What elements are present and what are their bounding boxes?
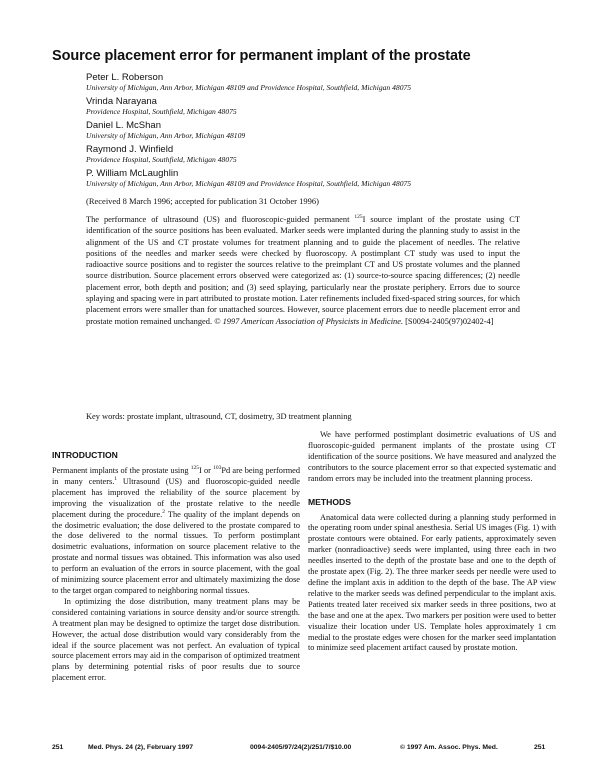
left-column xyxy=(52,450,300,684)
abstract-text: I source implant of the prostate using CT identification of the source positions has been evaluated. Marker seeds were implanted during the planning study to assist in the alignment of the US and CT prostate volumes for treatment planning and to guide the placement of needles. The relative positions of the needles and marker seeds were checked by fluoroscopy. A postimplant CT study was used to input the radioactive source positions and to register the sources relative to the preimplant CT and US prostate volumes and the planned source distribution. Source placement errors observed were categorized as: (1) source-to-source spacing differences; (2) needle placement error, both depth and position; and (3) seed splaying, particularly near the prostate periphery. Errors due to source splaying and spacing were in part attributed to prostate motion. Later refinements included fixed-spaced string sources, for which placement errors were smaller than for unattached sources. However, source placement errors due to needle placement error and prostate motion remained unchanged. xyxy=(86,215,520,326)
section-heading-methods: METHODS xyxy=(308,496,351,507)
author-affiliation: Providence Hospital, Southfield, Michigan 48075 xyxy=(86,155,237,164)
intro-paragraph: We have performed postimplant dosimetric evaluations of US and fluoroscopic-guided permanent implants of the prostate using CT identification of the source positions. We have measured and analyzed the contributors to the source placement error so that expected systematic and random errors may be included into the treatment planning process. xyxy=(308,430,556,483)
intro-paragraph: In optimizing the dose distribution, many treatment plans may be considered containing variations in source density and/or source strength. A treatment plan may be designed to optimize the target dose distribution. However, the actual dose distribution would vary considerably from the ideal if the source placement was not perfect. An evaluation of typical source placement errors may aid in the comparison of optimized treatment plans by determining potential risks of poor results due to source placement error. xyxy=(52,596,300,683)
abstract-doi: [S0094-2405(97)02402-4] xyxy=(403,316,494,326)
reference-marker[interactable]: 2 xyxy=(162,508,166,515)
body-text: Ultrasound (US) and fluoroscopic-guided needle placement has improved the reliability of the source placement by improving the visualization of the prostate relative to the needle placement during the procedure. xyxy=(52,476,300,519)
abstract xyxy=(86,214,520,327)
abstract-copyright: © 1997 American Association of Physicists in Medicine. xyxy=(214,316,404,326)
issn-code: 0094-2405/97/24(2)/251/7/$10.00 xyxy=(250,744,352,751)
abstract-text: The performance of ultrasound (US) and fluoroscopic-guided permanent xyxy=(86,215,355,224)
isotope-superscript: 125 xyxy=(190,465,200,472)
footer-copyright: © 1997 Am. Assoc. Phys. Med. xyxy=(400,744,498,751)
methods-paragraph: Anatomical data were collected during a planning study performed in the operating room under spinal anesthesia. Serial US images (Fig. 1) with prostate contours were obtained. For early patients, approximately seven marker (nonradioactive) seeds were implanted, using three each in two needles inserted to the depth of the prostate base and one to the depth of the prostate apex (Fig. 2). The three marker seeds per needle were used to define the implant axis in addition to the depth of the base. The AP view relative to the marker seeds was defined perpendicular to the implant axis. Patients treated later received six marker seeds in three positions, two at the base and one at the apex. Two markers per position were used to better visualize their location under US. Template holes approximately 1 cm medial to the prostate edges were chosen for the marker seed implantation to minimize seed placement artifact caused by prostate motion. xyxy=(308,512,556,653)
keywords: Key words: prostate implant, ultrasound, CT, dosimetry, 3D treatment planning xyxy=(86,412,352,421)
reference-marker[interactable]: 1 xyxy=(114,476,118,483)
journal-citation: Med. Phys. 24 (2), February 1997 xyxy=(88,744,194,751)
author-block xyxy=(86,168,576,188)
author-name: Daniel L. McShan xyxy=(86,120,161,131)
body-text: Permanent implants of the prostate using xyxy=(52,466,191,475)
isotope-superscript: 125 xyxy=(354,214,363,221)
right-column xyxy=(308,430,556,654)
author-affiliation: University of Michigan, Ann Arbor, Michigan 48109 and Providence Hospital, Southfield, Michigan 48075 xyxy=(86,179,412,188)
paper-title: Source placement error for permanent implant of the prostate xyxy=(52,48,471,64)
author-name: Raymond J. Winfield xyxy=(86,144,174,155)
author-name: P. William McLaughlin xyxy=(86,168,179,179)
page-number-right: 251 xyxy=(534,744,546,751)
author-block xyxy=(86,144,576,164)
author-affiliation: University of Michigan, Ann Arbor, Michigan 48109 xyxy=(86,131,246,140)
author-block xyxy=(86,96,576,116)
received-dates: (Received 8 March 1996; accepted for publication 31 October 1996) xyxy=(86,196,319,206)
author-name: Vrinda Narayana xyxy=(86,96,157,107)
section-heading-introduction: INTRODUCTION xyxy=(52,450,118,460)
author-list xyxy=(86,72,576,192)
author-affiliation: University of Michigan, Ann Arbor, Michigan 48109 and Providence Hospital, Southfield, Michigan 48075 xyxy=(86,83,412,92)
body-text: I or xyxy=(199,466,214,475)
body-text: The quality of the implant depends on the dosimetric evaluation; the dose delivered to the prostate compared to the dose delivered to the normal tissues. To perform postimplant dosimetric evaluations, information on source placement relative to the prostate and normal tissues was obtained. This information was also used to perform an evaluation of the errors in source placement, with the goal of minimizing source placement error and ultimately maximizing the dose to the target organ compared to neighboring normal tissues. xyxy=(52,509,300,595)
author-block xyxy=(86,72,576,92)
isotope-superscript: 103 xyxy=(213,465,222,472)
author-affiliation: Providence Hospital, Southfield, Michigan 48075 xyxy=(86,107,237,116)
author-block xyxy=(86,120,576,140)
body-text: Pd are being performed in many centers. xyxy=(52,466,301,486)
author-name: Peter L. Roberson xyxy=(86,72,164,83)
intro-paragraph xyxy=(52,466,300,597)
page-number-left: 251 xyxy=(52,744,64,751)
